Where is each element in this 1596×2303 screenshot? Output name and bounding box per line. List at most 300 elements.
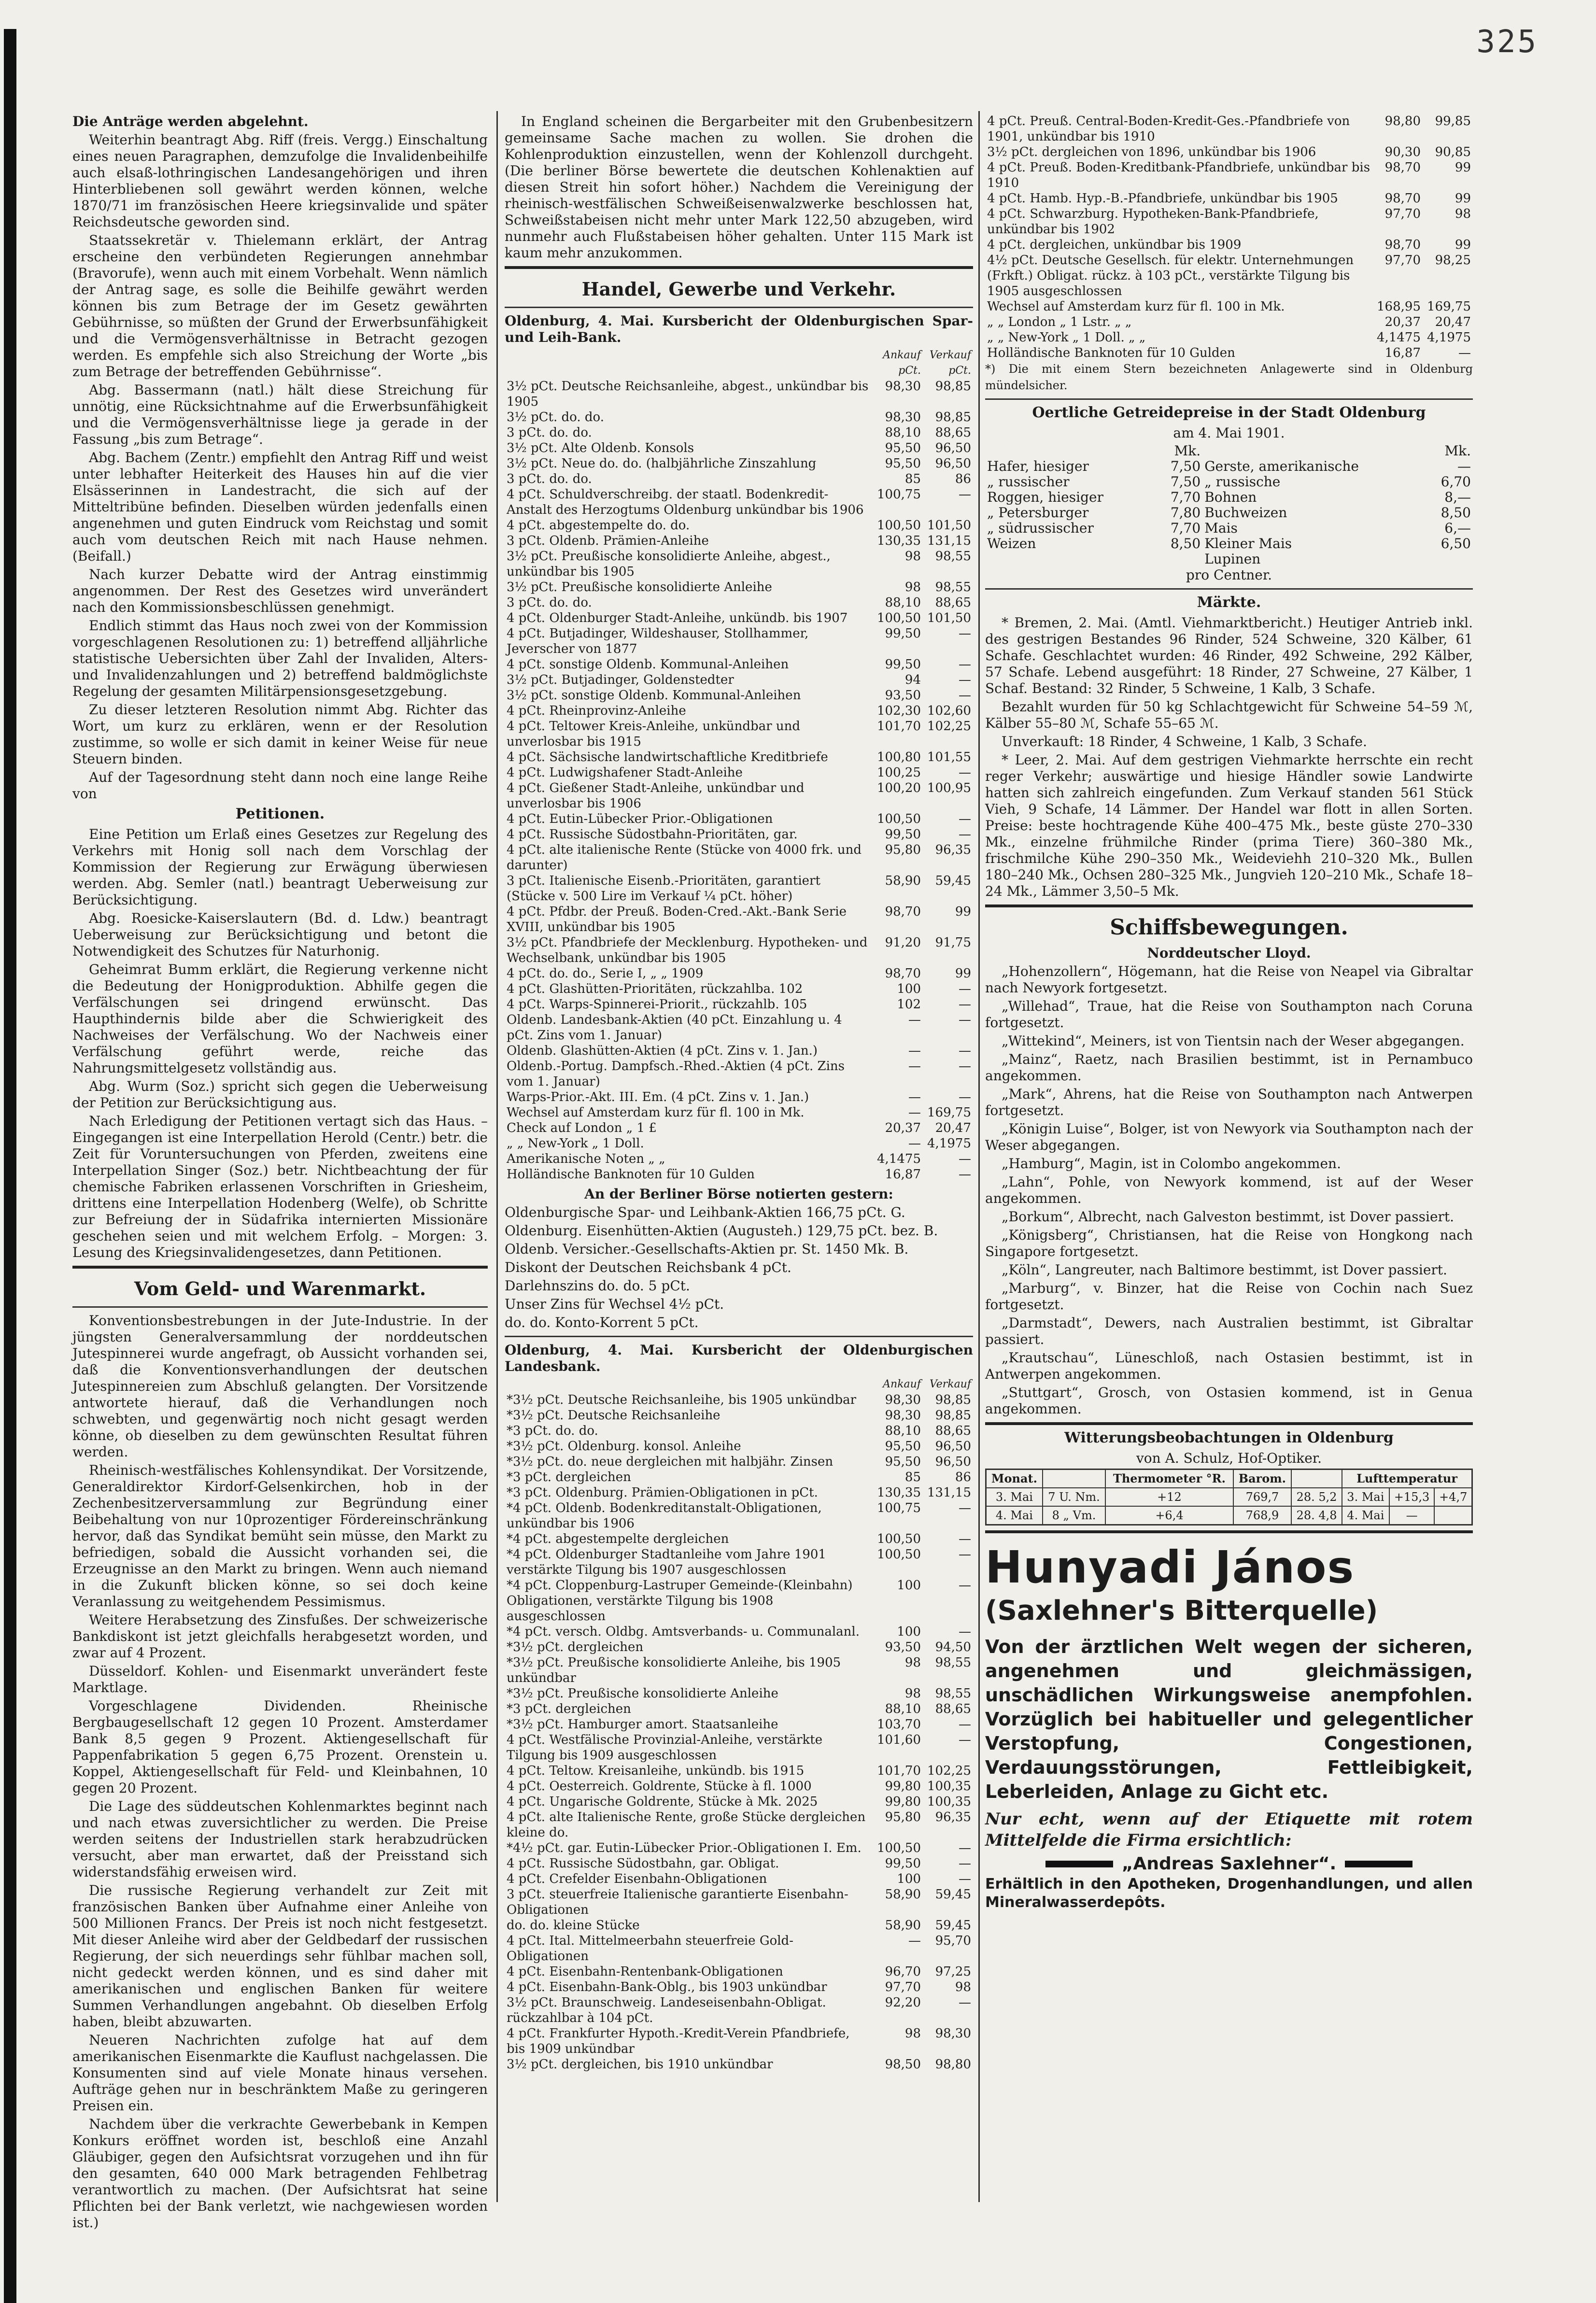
paragraph: Abg. Roesicke-Kaiserslautern (Bd. d. Ldw.) beantragt Ueberweisung zur Berücksichtigung und betont die Notwendigkeit des Schutzes für Naturhonig. <box>72 910 488 959</box>
list-item: Unser Zins für Wechsel 4½ pCt. <box>505 1296 724 1312</box>
paragraph: „Köln“, Langreuter, nach Baltimore bestimmt, ist Dover passiert. <box>1002 1262 1447 1278</box>
grain-price: 6,— <box>1444 520 1471 536</box>
table-row <box>505 1964 973 1979</box>
ankauf-value: 98,70 <box>1384 238 1421 252</box>
grain-name: Gerste, amerikanische <box>1204 458 1359 474</box>
verkauf-value: 169,75 <box>1427 299 1471 314</box>
verkauf-value: 96,35 <box>935 843 971 857</box>
decorative-bar <box>1045 1861 1113 1867</box>
col-header-ankauf: Ankauf <box>883 349 921 361</box>
table-row <box>505 456 973 471</box>
ankauf-value: 97,70 <box>1384 207 1421 221</box>
ankauf-value: 102 <box>897 997 921 1012</box>
grain-date: am 4. Mai 1901. <box>1173 425 1285 441</box>
table-row <box>505 1763 973 1779</box>
security-label: Oldenb. Glashütten-Aktien (4 pCt. Zins v. 1. Jan.) <box>507 1044 818 1058</box>
table-row <box>505 688 973 703</box>
divider <box>985 398 1473 400</box>
verkauf-value: 131,15 <box>927 534 971 548</box>
list-item: Diskont der Deutschen Reichsbank 4 pCt. <box>505 1259 791 1275</box>
petition-paragraphs <box>72 826 488 1261</box>
security-label: 3 pCt. Italienische Eisenb.-Prioritäten, garantiert (Stücke v. 500 Lire im Verkauf ¼ pCt. höher) <box>507 874 820 904</box>
verkauf-value: 88,65 <box>935 595 971 610</box>
ankauf-value: 58,90 <box>885 874 921 888</box>
table-row <box>505 1871 973 1887</box>
list-item: Oldenburgische Spar- und Leihbank-Aktien 166,75 pCt. G. <box>505 1204 905 1220</box>
security-label: *3½ pCt. Oldenburg. konsol. Anleihe <box>507 1439 741 1454</box>
ankauf-value: 98,30 <box>885 1393 921 1407</box>
paragraph: „Marburg“, v. Binzer, hat die Reise von Cochin nach Suez fortgesetzt. <box>985 1280 1473 1313</box>
security-label: 4 pCt. Schwarzburg. Hypotheken-Bank-Pfandbriefe, unkündbar bis 1902 <box>987 207 1319 237</box>
divider <box>985 588 1473 590</box>
ankauf-value: 95,80 <box>885 1810 921 1824</box>
ankauf-value: 98 <box>904 2026 921 2041</box>
security-label: *3 pCt. dergleichen <box>507 1470 631 1484</box>
paragraph: Rheinisch-westfälisches Kohlensyndikat. Der Vorsitzende, Generaldirektor Kirdorf-Gelsenkirchen, hob in der Zechenbesitzerversammlung zur Begründung einer Beibehaltung von nur 10prozentiger Fördereinschränkung hervor, daß das Syndikat bemüht sein müsse, den Markt zu befriedigen, sobald die Aussicht vorhanden sei, die Erzeugnisse an den Markt zu bringen. Wenn auch niemand in die Zukunft blicken könne, so sei doch keine Veranlassung zu weitgehendem Pessimismus. <box>72 1462 488 1610</box>
security-label: Holländische Banknoten für 10 Gulden <box>987 346 1235 360</box>
ankauf-value: 98 <box>904 1655 921 1670</box>
ankauf-value: 130,35 <box>877 1485 921 1500</box>
security-label: 4 pCt. Preuß. Central-Boden-Kredit-Ges.-Pfandbriefe von 1901, unkündbar bis 1910 <box>987 114 1350 144</box>
ankauf-value: 4,1475 <box>1377 330 1421 345</box>
security-label: *3½ pCt. Preußische konsolidierte Anleihe <box>507 1686 778 1701</box>
col-header-verkauf: Verkauf <box>929 349 971 361</box>
table-row <box>505 2057 973 2072</box>
weather-cell: +6,4 <box>1105 1506 1233 1525</box>
security-label: 3 pCt. do. do. <box>507 425 592 440</box>
table-row <box>505 626 973 657</box>
grain-price <box>1423 551 1473 567</box>
grain-unit: Mk. <box>1444 443 1471 459</box>
list-item: Darlehnszins do. do. 5 pCt. <box>505 1278 690 1294</box>
ankauf-value: 90,30 <box>1384 145 1421 159</box>
security-label: 4 pCt. abgestempelte do. do. <box>507 518 690 533</box>
weather-cell: 4. Mai <box>986 1506 1043 1525</box>
table-row <box>985 144 1473 160</box>
verkauf-value: 131,15 <box>927 1485 971 1500</box>
paragraph: „Willehad“, Traue, hat die Reise von Southampton nach Coruna fortgesetzt. <box>985 998 1473 1031</box>
hunyadi-advertisement <box>985 1541 1473 1912</box>
verkauf-value: — <box>959 1856 971 1871</box>
paragraph: Geheimrat Bumm erklärt, die Regierung verkenne nicht die Bedeutung der Honigproduktion. Abhilfe gegen die Verfälschungen sei dringend erwünscht. Das Haupthindernis bilde aber die Schwierigkeit des Nachweises der Verfälschung. Wo der Nachweis einer Verfälschung geführt werde, reiche das Nahrungsmittelgesetz vollständig aus. <box>72 961 488 1076</box>
security-label: 4 pCt. Rheinprovinz-Anleihe <box>507 704 686 718</box>
security-label: 4 pCt. dergleichen, unkündbar bis 1909 <box>987 238 1242 252</box>
parliament-paragraphs <box>72 132 488 802</box>
security-label: 4 pCt. Oldenburger Stadt-Anleihe, unkündb. bis 1907 <box>507 611 848 625</box>
verkauf-value: 86 <box>955 472 971 486</box>
table-row <box>505 533 973 549</box>
ankauf-value: 88,10 <box>885 1702 921 1716</box>
verkauf-value: — <box>959 1717 971 1732</box>
grain-price: 6,50 <box>1441 536 1471 551</box>
column-1 <box>72 113 488 2233</box>
table-row <box>505 1089 973 1105</box>
verkauf-value: 98,25 <box>1435 253 1471 268</box>
ankauf-value: 98,30 <box>885 1408 921 1423</box>
table-row <box>505 657 973 672</box>
verkauf-value: 88,65 <box>935 1702 971 1716</box>
verkauf-value: — <box>959 1501 971 1515</box>
ankauf-value: 96,70 <box>885 1964 921 1979</box>
ankauf-value: 97,70 <box>1384 253 1421 268</box>
verkauf-value: 99 <box>955 904 971 919</box>
verkauf-value: 97,25 <box>935 1964 971 1979</box>
paragraph: Endlich stimmt das Haus noch zwei von der Kommission vorgeschlagenen Resolutionen zu: 1) betreffend alljährliche statistische Uebersichten über Zahl der Invaliden, Alters- und Invalidenzahlungen und 2) betreffend baldmöglichste Regelung der gesamten Militärpensionsgesetzgebung. <box>72 618 488 699</box>
paragraph: Unverkauft: 18 Rinder, 4 Schweine, 1 Kalb, 3 Schafe. <box>1002 734 1367 749</box>
table-row <box>505 1485 973 1500</box>
table-row <box>505 2026 973 2057</box>
ankauf-value: 16,87 <box>1384 346 1421 360</box>
verkauf-value: 98,80 <box>935 2057 971 2072</box>
grain-price: — <box>1457 458 1471 474</box>
table-row <box>505 471 973 487</box>
verkauf-value: — <box>959 1841 971 1855</box>
security-label: 4 pCt. Ungarische Goldrente, Stücke à Mk. 2025 <box>507 1794 818 1809</box>
security-label: 4 pCt. Eisenbahn-Rentenbank-Obligationen <box>507 1964 783 1979</box>
verkauf-value: 96,50 <box>935 456 971 471</box>
security-label: 4 pCt. Teltow. Kreisanleihe, unkündb. bis 1915 <box>507 1764 805 1778</box>
table-row <box>505 1794 973 1809</box>
verkauf-value: 98 <box>955 1980 971 1994</box>
security-label: 4 pCt. Butjadinger, Wildeshauser, Stollhammer, Jeverscher von 1877 <box>507 626 809 656</box>
verkauf-value: — <box>959 1167 971 1182</box>
verkauf-value: — <box>959 812 971 826</box>
ankauf-value: 101,70 <box>877 719 921 734</box>
verkauf-value: — <box>959 626 971 641</box>
table-row <box>505 1136 973 1151</box>
ankauf-value: 98 <box>904 549 921 564</box>
ankauf-value: 93,50 <box>885 688 921 703</box>
table-row <box>505 1856 973 1871</box>
paragraph: Die Lage des süddeutschen Kohlenmarktes beginnt nach und nach etwas zuversichtlicher zu werden. Die Preise werden seitens der Industriellen stark herabzudrücken versucht, aber man erwartet, daß der Preisstand sich widerstandsfähig erweisen wird. <box>72 1798 488 1880</box>
grain-name: Bohnen <box>1204 489 1257 505</box>
verkauf-value: 99 <box>1455 191 1471 206</box>
table-row <box>505 827 973 842</box>
ankauf-value: 98,50 <box>885 2057 921 2072</box>
table-row <box>505 1995 973 2026</box>
verkauf-value: — <box>959 1152 971 1166</box>
table-row <box>505 1408 973 1423</box>
verkauf-value: 99,85 <box>1435 114 1471 128</box>
security-label: *3 pCt. Oldenburg. Prämien-Obligationen in pCt. <box>507 1485 818 1500</box>
paragraph: Abg. Bassermann (natl.) hält diese Streichung für unnötig, eine Rücksichtnahme auf die Erwerbsunfähigkeit und die Vermögensverhältnisse liege ja gerade in der Fassung „bis zum Betrage“. <box>72 382 488 447</box>
security-label: 3½ pCt. Preußische konsolidierte Anleihe <box>507 580 772 594</box>
verkauf-value: 88,65 <box>935 1424 971 1438</box>
divider <box>505 307 973 308</box>
ankauf-value: 103,70 <box>877 1717 921 1732</box>
column-rule-1 <box>496 111 498 2202</box>
ankauf-value: 102,30 <box>877 704 921 718</box>
grain-price: 8,50 <box>1170 536 1201 551</box>
ankauf-value: 93,50 <box>885 1640 921 1654</box>
verkauf-value: 4,1975 <box>927 1136 971 1151</box>
verkauf-value: 95,70 <box>935 1934 971 1948</box>
column-rule-2 <box>978 111 980 2202</box>
table-row <box>505 1918 973 1933</box>
table-row <box>985 237 1473 253</box>
table-row <box>505 379 973 410</box>
paragraph: „Wittekind“, Meiners, ist von Tientsin nach der Weser abgegangen. <box>1002 1033 1465 1049</box>
paragraph: Die russische Regierung verhandelt zur Zeit mit französischen Banken über Aufnahme einer Anleihe von 500 Millionen Francs. Der Preis ist noch nicht festgesetzt. Mit dieser Anleihe wird aber der Geldbedarf der russischen Regierung, der sich neuerdings sehr fühlbar machen soll, nicht gedeckt werden können, und es sind daher mit amerikanischen und englischen Banken für weitere Summen Verhandlungen angebahnt. Ob dieselben Erfolg haben, bleibt abzuwarten. <box>72 1882 488 2030</box>
ankauf-value: 168,95 <box>1377 299 1421 314</box>
table-row <box>985 474 1473 490</box>
paragraph: „Mainz“, Raetz, nach Brasilien bestimmt, ist in Pernambuco angekommen. <box>985 1051 1473 1084</box>
security-label: *3½ pCt. Deutsche Reichsanleihe <box>507 1408 720 1423</box>
security-label: 4 pCt. Warps-Spinnerei-Priorit., rückzahlb. 105 <box>507 997 807 1012</box>
verkauf-value: 98,55 <box>935 1686 971 1701</box>
weather-header: Thermometer °R. <box>1105 1469 1233 1488</box>
weather-table <box>985 1469 1473 1526</box>
table-row <box>505 1624 973 1639</box>
decorative-bar <box>1345 1861 1412 1867</box>
grain-name: Weizen <box>987 536 1036 551</box>
col-header-ankauf: Ankauf <box>883 1378 921 1390</box>
security-label: 3 pCt. steuerfreie Italienische garantierte Eisenbahn-Obligationen <box>507 1887 848 1917</box>
divider <box>985 1530 1473 1533</box>
verkauf-value: — <box>959 1872 971 1886</box>
verkauf-value: 98 <box>1455 207 1471 221</box>
weather-header: Lufttemperatur <box>1342 1469 1472 1488</box>
security-label: 4 pCt. Pfdbr. der Preuß. Boden-Cred.-Akt.-Bank Serie XVIII, unkündbar bis 1905 <box>507 904 847 934</box>
table-row <box>985 160 1473 191</box>
ad-signature: „Andreas Saxlehner“. <box>1121 1854 1337 1874</box>
verkauf-value: 100,35 <box>927 1779 971 1794</box>
kursbericht-1-header: Oldenburg, 4. Mai. Kursbericht der Oldenburgischen Spar- und Leih-Bank. <box>505 313 973 345</box>
ankauf-value: 85 <box>904 472 921 486</box>
verkauf-value: 59,45 <box>935 874 971 888</box>
table-row <box>505 904 973 935</box>
weather-subtitle: von A. Schulz, Hof-Optiker. <box>1136 1450 1322 1466</box>
kursbericht-2-table <box>505 1377 973 2072</box>
security-label: 4 pCt. alte italienische Rente (Stücke von 4000 frk. und darunter) <box>507 843 862 873</box>
ankauf-value: 20,37 <box>885 1121 921 1135</box>
table-row <box>985 459 1473 474</box>
security-label: 4 pCt. alte Italienische Rente, große Stücke dergleichen kleine do. <box>507 1810 866 1840</box>
table-row <box>985 505 1473 521</box>
security-label: 3½ pCt. Neue do. do. (halbjährliche Zinszahlung <box>507 456 817 471</box>
paragraph: Weitere Herabsetzung des Zinsfußes. Der schweizerische Bankdiskont ist jetzt gleichfalls herabgesetzt worden, und zwar auf 4 Prozent. <box>72 1612 488 1661</box>
paragraph: Konventionsbestrebungen in der Jute-Industrie. In der jüngsten Generalversammlung der norddeutschen Jutespinnerei wurde angefragt, ob Aussicht vorhanden sei, daß die Konventionsverhandlungen der deutschen Jutespinnereien zum Abschluß gelangten. Der Vorsitzende antwortete hierauf, daß die Verhandlungen noch schwebten, und gegenwärtig noch nicht gesagt werden könne, ob dieselben zu dem gewünschten Resultat führen werden. <box>72 1313 488 1460</box>
ankauf-value: 20,37 <box>1384 315 1421 329</box>
grain-name: Buchweizen <box>1204 505 1287 521</box>
page-number: 325 <box>1476 24 1538 60</box>
grain-title: Oertliche Getreidepreise in der Stadt Oldenburg <box>1032 404 1426 421</box>
verkauf-value: 94,50 <box>935 1640 971 1654</box>
grain-name: Roggen, hiesiger <box>987 489 1103 505</box>
weather-cell: 768,9 <box>1233 1506 1291 1525</box>
ships-title: Schiffsbewegungen. <box>1110 915 1348 940</box>
grain-unit: Mk. <box>1174 443 1201 459</box>
grain-price: 7,50 <box>1170 474 1201 490</box>
ankauf-value: 98 <box>904 580 921 594</box>
table-row <box>505 1979 973 1995</box>
table-row <box>505 811 973 827</box>
table-row <box>505 1840 973 1856</box>
markets-title: Märkte. <box>1197 594 1261 611</box>
kurs-footnote: *) Die mit einem Stern bezeichneten Anlagewerte sind in Oldenburg mündelsicher. <box>985 362 1473 392</box>
paragraph: Nach Erledigung der Petitionen vertagt sich das Haus. – Eingegangen ist eine Interpellation Herold (Centr.) betr. die Zeit für Voruntersuchungen von Pferden, zweitens eine Interpellation Singer (Soz.) betr. Nichtbeachtung der für chemische Fabriken erlassenen Vorschriften in Griesheim, drittens eine Interpellation Hodenberg (Welfe), ob Schritte zur Befreiung der in Südafrika internierten Missionäre geschehen seien und mit welchem Erfolg. – Morgen: 3. Lesung des Kriegsinvalidengesetzes, dann Petitionen. <box>72 1113 488 1260</box>
paragraph: Staatssekretär v. Thielemann erklärt, der Antrag erscheine den verbündeten Regierungen annehmbar (Bravorufe), wenn auch mit einem Vorbehalt. Wenn nämlich der Antrag sage, es solle die Beihilfe gewährt werden können bis zum Betrage der im Gesetz gewährten Gebührnisse, so müßten der Grund der Erwerbsunfähigkeit und die Vermögensverhältnisse in Betracht gezogen werden. Es empfehle sich also Streichung der Worte „bis zum Betrage der betreffenden Gebührnisse“. <box>72 232 488 380</box>
grain-name: „ südrussischer <box>987 520 1094 536</box>
verkauf-value: — <box>959 1578 971 1593</box>
table-row <box>505 487 973 518</box>
table-row <box>505 1686 973 1701</box>
grain-price: 6,70 <box>1441 474 1471 490</box>
table-row <box>505 1167 973 1182</box>
list-item: do. do. Konto-Korrent 5 pCt. <box>505 1314 699 1330</box>
ad-footer: Erhältlich in den Apotheken, Drogenhandlungen, und allen Mineralwasserdepôts. <box>985 1876 1473 1911</box>
table-row <box>505 549 973 579</box>
binding-edge <box>4 29 16 2303</box>
paragraph: „Krautschau“, Lüneschloß, nach Ostasien bestimmt, ist in Antwerpen angekommen. <box>985 1350 1473 1382</box>
security-label: 4 pCt. Hamb. Hyp.-B.-Pfandbriefe, unkündbar bis 1905 <box>987 191 1338 206</box>
verkauf-value: 102,25 <box>927 719 971 734</box>
ankauf-value: 100,20 <box>877 781 921 795</box>
weather-cell: 4. Mai <box>1342 1506 1389 1525</box>
markets-paragraphs <box>985 615 1473 900</box>
table-row <box>505 1423 973 1439</box>
verkauf-value: — <box>959 765 971 780</box>
grain-name: Hafer, hiesiger <box>987 458 1089 474</box>
table-row <box>505 966 973 981</box>
table-row <box>985 113 1473 144</box>
ankauf-value: 16,87 <box>885 1167 921 1182</box>
ankauf-value: 58,90 <box>885 1918 921 1933</box>
security-label: 4 pCt. sonstige Oldenb. Kommunal-Anleihen <box>507 657 789 672</box>
table-row <box>505 1701 973 1717</box>
security-label: „ „ New-York „ 1 Doll. <box>507 1136 644 1151</box>
verkauf-value: 4,1975 <box>1427 330 1471 345</box>
table-row <box>505 1809 973 1840</box>
paragraph: Düsseldorf. Kohlen- und Eisenmarkt unverändert feste Marktlage. <box>72 1663 488 1695</box>
security-label: 3 pCt. do. do. <box>507 595 592 610</box>
ankauf-value: 101,70 <box>877 1764 921 1778</box>
security-label: 4 pCt. Preuß. Boden-Kreditbank-Pfandbriefe, unkündbar bis 1910 <box>987 160 1370 190</box>
verkauf-value: — <box>1458 346 1471 360</box>
security-label: *4½ pCt. gar. Eutin-Lübecker Prior.-Obligationen I. Em. <box>507 1841 862 1855</box>
verkauf-value: — <box>959 1532 971 1546</box>
table-row <box>986 1506 1472 1525</box>
verkauf-value: 91,75 <box>935 935 971 950</box>
security-label: 3½ pCt. do. do. <box>507 410 604 424</box>
grain-name: Kleiner Mais <box>1204 536 1292 551</box>
verkauf-value: 96,50 <box>935 1439 971 1454</box>
table-row <box>505 1012 973 1043</box>
col-subheader: pCt. <box>948 365 971 377</box>
ankauf-value: 98,70 <box>885 966 921 981</box>
ankauf-value: 100 <box>897 1872 921 1886</box>
paragraph: „Borkum“, Albrecht, nach Galveston bestimmt, ist Dover passiert. <box>1002 1209 1455 1225</box>
security-label: 4 pCt. Teltower Kreis-Anleihe, unkündbar und unverlosbar bis 1915 <box>507 719 801 749</box>
heading-antraege: Die Anträge werden abgelehnt. <box>72 113 309 129</box>
divider <box>72 1266 488 1269</box>
security-label: 4 pCt. Gießener Stadt-Anleihe, unkündbar und unverlosbar bis 1906 <box>507 781 805 811</box>
security-label: *4 pCt. abgestempelte dergleichen <box>507 1532 729 1546</box>
table-row <box>985 536 1473 551</box>
grain-price: 7,80 <box>1170 505 1201 521</box>
verkauf-value: — <box>959 1733 971 1747</box>
ankauf-value: 94 <box>904 673 921 687</box>
security-label: 4 pCt. Ludwigshafener Stadt-Anleihe <box>507 765 743 780</box>
ad-subtitle: (Saxlehner's Bitterquelle) <box>985 1595 1378 1626</box>
verkauf-value: 100,35 <box>927 1794 971 1809</box>
table-row <box>505 1151 973 1167</box>
grain-price: 8,— <box>1444 489 1471 505</box>
ankauf-value: 99,50 <box>885 1856 921 1871</box>
table-row <box>505 1439 973 1454</box>
table-row <box>505 1779 973 1794</box>
table-row <box>505 579 973 595</box>
table-row <box>505 1655 973 1686</box>
weather-cell: +15,3 <box>1389 1488 1435 1506</box>
paragraph: Nach kurzer Debatte wird der Antrag einstimmig angenommen. Der Rest des Gesetzes wird unverändert nach den Kommissionsbeschlüssen genehmigt. <box>72 566 488 615</box>
table-row <box>985 521 1473 536</box>
verkauf-value: — <box>959 997 971 1012</box>
column-3 <box>985 113 1473 1912</box>
security-label: Holländische Banknoten für 10 Gulden <box>507 1167 755 1182</box>
ankauf-value: — <box>908 1090 921 1104</box>
kursbericht-3-table <box>985 113 1473 361</box>
security-label: 3 pCt. Oldenb. Prämien-Anleihe <box>507 534 709 548</box>
ankauf-value: 97,70 <box>885 1980 921 1994</box>
weather-header: Barom. <box>1233 1469 1291 1488</box>
verkauf-value: 169,75 <box>927 1105 971 1120</box>
grain-name: „ russischer <box>987 474 1070 490</box>
table-row <box>985 299 1473 314</box>
table-row <box>505 1500 973 1531</box>
col-subheader: pCt. <box>898 365 921 377</box>
table-row <box>505 719 973 749</box>
weather-header <box>1291 1469 1342 1488</box>
verkauf-value: 96,35 <box>935 1810 971 1824</box>
security-label: 3½ pCt. Alte Oldenb. Konsols <box>507 441 694 455</box>
weather-cell: 8 „ Vm. <box>1043 1506 1105 1525</box>
table-row <box>505 1454 973 1469</box>
security-label: 3½ pCt. Deutsche Reichsanleihe, abgest., unkündbar bis 1905 <box>507 379 869 409</box>
ankauf-value: 100,50 <box>877 1547 921 1562</box>
ankauf-value: 100,75 <box>877 1501 921 1515</box>
security-label: *4 pCt. Cloppenburg-Lastruper Gemeinde-(Kleinbahn) Obligationen, verstärkte Tilgung bis 1908 ausgeschlossen <box>507 1578 853 1624</box>
weather-cell: 769,7 <box>1233 1488 1291 1506</box>
security-label: *4 pCt. versch. Oldbg. Amtsverbands- u. Communalanl. <box>507 1625 860 1639</box>
table-row <box>505 1469 973 1485</box>
verkauf-value: 99 <box>955 966 971 981</box>
security-label: 4 pCt. Schuldverschreibg. der staatl. Bodenkredit-Anstalt des Herzogtums Oldenburg unkündbar bis 1906 <box>507 487 864 517</box>
ankauf-value: 130,35 <box>877 534 921 548</box>
list-item: Oldenb. Versicher.-Gesellschafts-Aktien pr. St. 1450 Mk. B. <box>505 1241 909 1257</box>
verkauf-value: — <box>959 1625 971 1639</box>
grain-foot: pro Centner. <box>1186 567 1272 583</box>
verkauf-value: — <box>959 1090 971 1104</box>
ankauf-value: 100 <box>897 982 921 996</box>
security-label: Wechsel auf Amsterdam kurz für fl. 100 in Mk. <box>987 299 1285 314</box>
ankauf-value: 100,50 <box>877 1532 921 1546</box>
table-row <box>505 518 973 533</box>
weather-cell <box>1434 1506 1472 1525</box>
table-row <box>505 610 973 626</box>
security-label: 3½ pCt. sonstige Oldenb. Kommunal-Anleihen <box>507 688 801 703</box>
ankauf-value: 95,80 <box>885 843 921 857</box>
ankauf-value: 95,50 <box>885 1439 921 1454</box>
kursbericht-1-table <box>505 348 973 1182</box>
table-row <box>505 1120 973 1136</box>
table-row <box>985 330 1473 345</box>
ankauf-value: 92,20 <box>885 1995 921 2010</box>
weather-cell: 28. 5,2 <box>1291 1488 1342 1506</box>
ankauf-value: 98,30 <box>885 379 921 394</box>
security-label: 3½ pCt. Preußische konsolidierte Anleihe, abgest., unkündbar bis 1905 <box>507 549 831 579</box>
column-2 <box>505 113 973 2072</box>
